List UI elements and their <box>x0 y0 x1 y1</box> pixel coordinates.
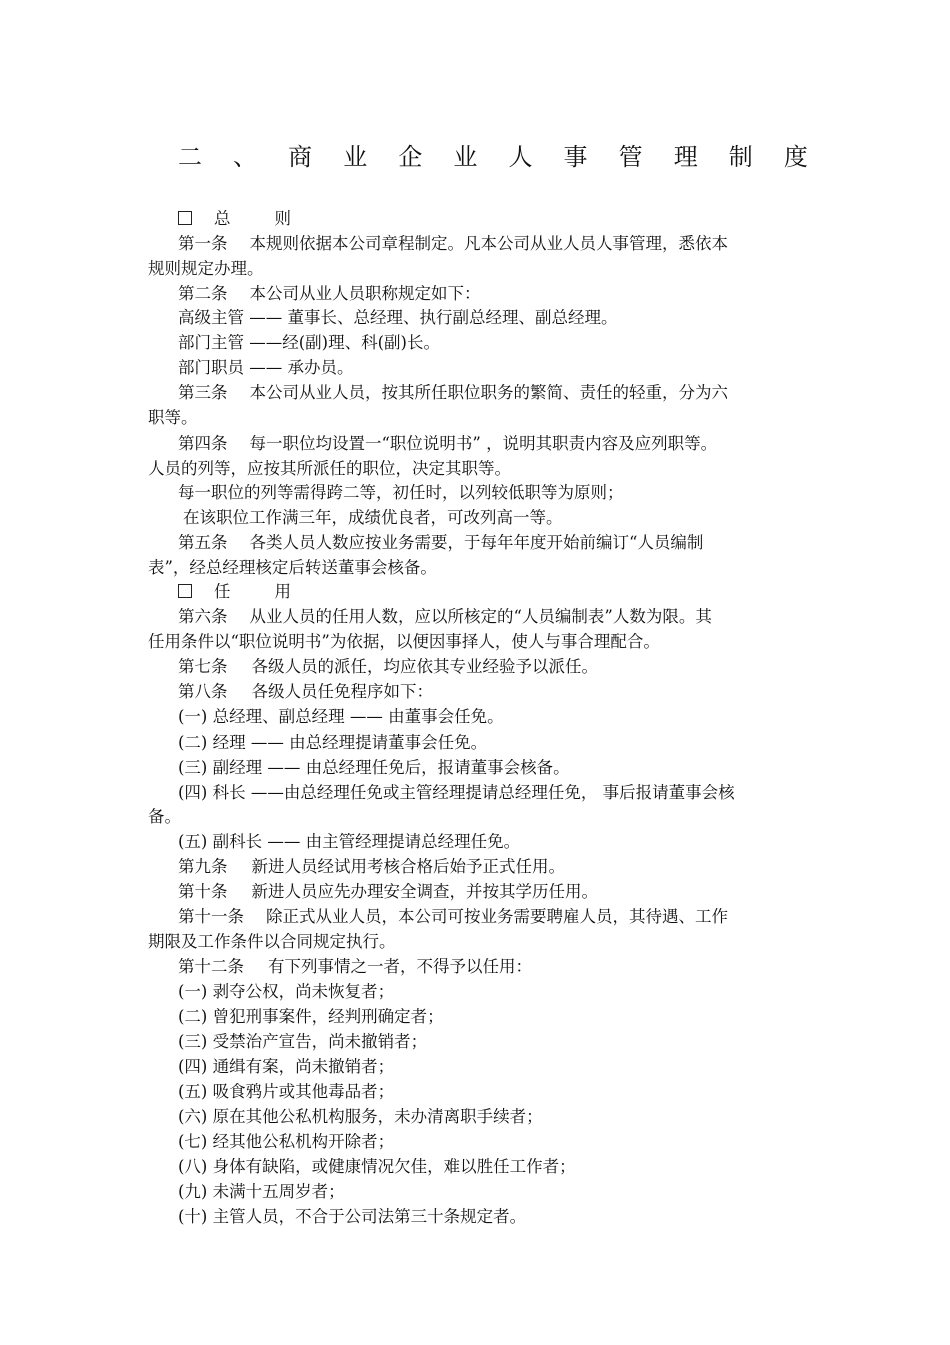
list-item: (七) 经其他公私机构开除者； <box>178 1132 395 1151</box>
list-item: (八) 身体有缺陷，或健康情况欠佳，难以胜任工作者； <box>178 1157 576 1176</box>
article-continuation: 人员的列等，应按其所派任的职位，决定其职等。 <box>148 459 511 478</box>
article-line <box>178 605 712 629</box>
article-text: 本公司从业人员职称规定如下： <box>249 284 481 303</box>
title-char: 、 <box>233 142 258 171</box>
article-line <box>178 880 598 904</box>
article-label: 第七条 <box>178 657 228 676</box>
article-line <box>178 955 532 979</box>
article-text: 除正式从业人员，本公司可按业务需要聘雇人员，其待遇、工作 <box>266 907 728 926</box>
article-text: 每一职位均设置一“职位说明书” ，说明其职责内容及应列职等。 <box>249 434 718 453</box>
section-heading-char: 总 <box>214 209 231 228</box>
article-label: 第三条 <box>178 383 228 402</box>
article-line <box>178 655 598 679</box>
article-text: 从业人员的任用人数，应以所核定的“人员编制表”人数为限。其 <box>249 607 712 626</box>
article-text: 有下列事情之一者，不得予以任用： <box>268 957 532 976</box>
article-line <box>178 905 728 929</box>
title-char: 管 <box>618 142 643 171</box>
section-heading-char: 则 <box>274 209 291 228</box>
list-item: (三) 受禁治产宣告，尚未撤销者； <box>178 1032 428 1051</box>
section-heading-appointment <box>178 580 291 604</box>
title-char: 业 <box>343 142 368 171</box>
article-continuation: 规则规定办理。 <box>148 259 264 278</box>
section-heading-char: 任 <box>214 582 231 601</box>
list-item: (一) 剥夺公权，尚未恢复者； <box>178 982 395 1001</box>
article-line <box>178 432 717 456</box>
list-item: (二) 经理 —— 由总经理提请董事会任免。 <box>178 733 488 752</box>
list-item: 部门职员 —— 承办员。 <box>178 358 354 377</box>
article-line <box>178 531 703 555</box>
list-item: (二) 曾犯刑事案件，经判刑确定者； <box>178 1007 444 1026</box>
title-char: 商 <box>288 142 313 171</box>
article-continuation: 任用条件以“职位说明书”为依据，以便因事择人，使人与事合理配合。 <box>148 632 660 651</box>
article-text: 各级人员的派任，均应依其专业经验予以派任。 <box>251 657 598 676</box>
article-text: 本公司从业人员，按其所任职位职务的繁简、责任的轻重，分为六 <box>249 383 728 402</box>
article-label: 第十条 <box>178 882 228 901</box>
list-item: (九) 未满十五周岁者； <box>178 1182 345 1201</box>
list-item: (三) 副经理 —— 由总经理任免后，报请董事会核备。 <box>178 758 570 777</box>
title-char: 事 <box>563 142 588 171</box>
title-char: 二 <box>178 142 202 171</box>
paragraph: 在该职位工作满三年，成绩优良者，可改列高一等。 <box>183 508 563 527</box>
list-item: (五) 吸食鸦片或其他毒品者； <box>178 1082 395 1101</box>
page-title <box>178 134 808 174</box>
list-item: (五) 副科长 —— 由主管经理提请总经理任免。 <box>178 832 521 851</box>
list-item: (四) 通缉有案，尚未撤销者； <box>178 1057 395 1076</box>
article-line <box>178 680 433 704</box>
article-text: 各级人员任免程序如下： <box>251 682 433 701</box>
title-char: 企 <box>398 142 423 171</box>
list-item-continuation: 备。 <box>148 807 181 826</box>
article-continuation: 期限及工作条件以合同规定执行。 <box>148 932 396 951</box>
article-text: 新进人员经试用考核合格后始予正式任用。 <box>251 857 565 876</box>
article-line <box>178 855 565 879</box>
section-heading-char: 用 <box>274 582 291 601</box>
article-label: 第六条 <box>178 607 228 626</box>
article-label: 第九条 <box>178 857 228 876</box>
article-line <box>178 282 481 306</box>
article-label: 第四条 <box>178 434 228 453</box>
article-label: 第五条 <box>178 533 228 552</box>
list-item: 高级主管 —— 董事长、总经理、执行副总经理、副总经理。 <box>178 308 618 327</box>
list-item: (十) 主管人员，不合于公司法第三十条规定者。 <box>178 1207 527 1226</box>
article-continuation: 职等。 <box>148 408 198 427</box>
list-item: (六) 原在其他公私机构服务，未办清离职手续者； <box>178 1107 543 1126</box>
article-line <box>178 232 728 256</box>
article-label: 第二条 <box>178 284 228 303</box>
title-char: 理 <box>673 142 698 171</box>
title-char: 业 <box>453 142 478 171</box>
title-char: 制 <box>728 142 753 171</box>
article-text: 各类人员人数应按业务需要，于每年年度开始前编订“人员编制 <box>249 533 704 552</box>
article-label: 第十一条 <box>178 907 244 926</box>
article-label: 第十二条 <box>178 957 244 976</box>
list-item: (四) 科长 ——由总经理任免或主管经理提请总经理任免， 事后报请董事会核 <box>178 783 735 802</box>
paragraph: 每一职位的列等需得跨二等，初任时，以列较低职等为原则； <box>178 483 624 502</box>
list-item: 部门主管 ——经(副)理、科(副)长。 <box>178 333 440 352</box>
article-text: 新进人员应先办理安全调查，并按其学历任用。 <box>251 882 598 901</box>
checkbox-square-icon <box>178 211 192 225</box>
checkbox-square-icon <box>178 584 192 598</box>
article-label: 第八条 <box>178 682 228 701</box>
section-heading-general <box>178 207 291 231</box>
list-item: (一) 总经理、副总经理 —— 由董事会任免。 <box>178 707 504 726</box>
article-label: 第一条 <box>178 234 228 253</box>
title-char: 人 <box>508 142 533 171</box>
title-char: 度 <box>783 142 808 171</box>
article-line <box>178 381 728 405</box>
article-continuation: 表”，经总经理核定后转送董事会核备。 <box>148 558 437 577</box>
article-text: 本规则依据本公司章程制定。凡本公司从业人员人事管理，悉依本 <box>249 234 728 253</box>
